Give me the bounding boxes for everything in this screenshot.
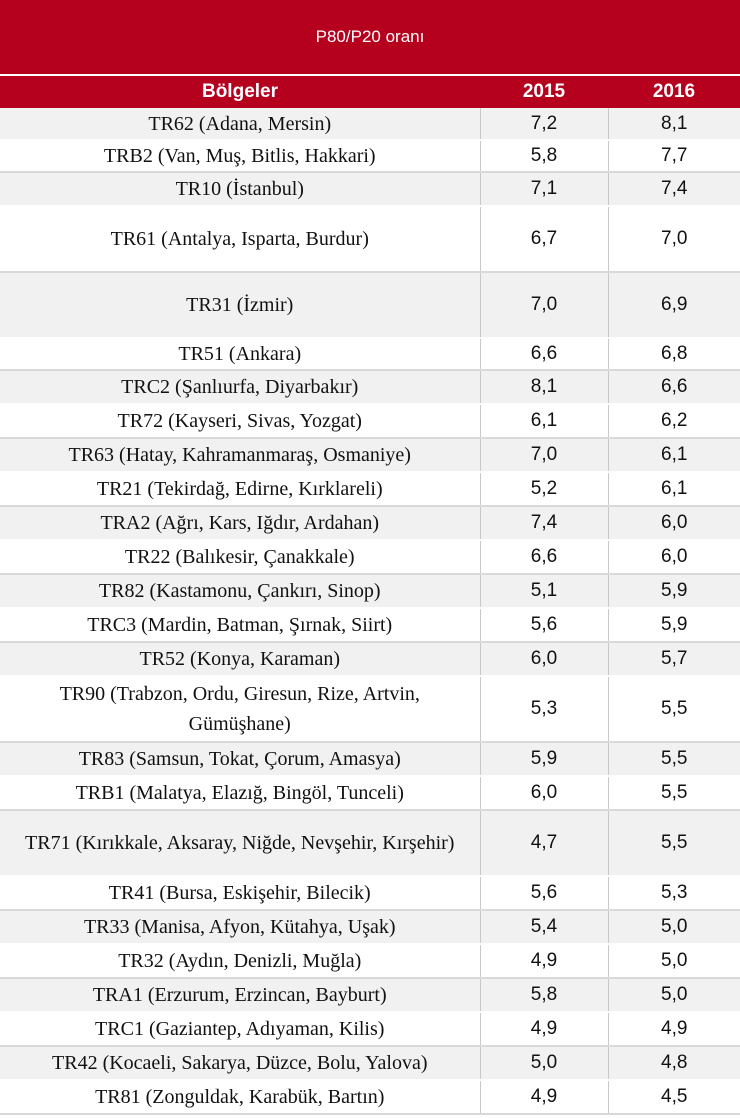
value-2016-cell: 6,2 [608, 404, 740, 438]
table-row [0, 642, 740, 676]
region-cell: TRB2 (Van, Muş, Bitlis, Hakkari) [0, 140, 480, 172]
value-2016-cell: 6,9 [608, 272, 740, 338]
region-cell: TR21 (Tekirdağ, Edirne, Kırklareli) [0, 472, 480, 506]
table-row [0, 206, 740, 272]
region-cell: TR10 (İstanbul) [0, 172, 480, 206]
region-cell: TRB1 (Malatya, Elazığ, Bingöl, Tunceli) [0, 776, 480, 810]
value-2015-cell: 4,9 [480, 1012, 608, 1046]
table-row [0, 944, 740, 978]
value-2016-cell: 6,0 [608, 506, 740, 540]
value-2016-cell: 7,4 [608, 172, 740, 206]
table-row [0, 776, 740, 810]
value-2016-cell: 5,3 [608, 876, 740, 910]
table-row [0, 1080, 740, 1114]
region-cell: TRC2 (Şanlıurfa, Diyarbakır) [0, 370, 480, 404]
region-cell: TR42 (Kocaeli, Sakarya, Düzce, Bolu, Yalova) [0, 1046, 480, 1080]
value-2015-cell: 4,9 [480, 1080, 608, 1114]
value-2016-cell: 5,5 [608, 776, 740, 810]
value-2015-cell: 6,6 [480, 540, 608, 574]
value-2016-cell: 4,8 [608, 1046, 740, 1080]
value-2016-cell: 5,0 [608, 910, 740, 944]
region-cell: TR61 (Antalya, Isparta, Burdur) [0, 206, 480, 272]
table-row [0, 172, 740, 206]
region-cell: TR72 (Kayseri, Sivas, Yozgat) [0, 404, 480, 438]
value-2016-cell: 4,9 [608, 1012, 740, 1046]
region-cell: TR82 (Kastamonu, Çankırı, Sinop) [0, 574, 480, 608]
header-2016: 2016 [608, 75, 740, 108]
value-2016-cell: 6,6 [608, 370, 740, 404]
value-2016-cell: 6,0 [608, 540, 740, 574]
value-2016-cell: 8,1 [608, 108, 740, 140]
region-cell: TR83 (Samsun, Tokat, Çorum, Amasya) [0, 742, 480, 776]
region-cell: TR41 (Bursa, Eskişehir, Bilecik) [0, 876, 480, 910]
region-cell: TR51 (Ankara) [0, 338, 480, 370]
table-row [0, 404, 740, 438]
region-cell: TR63 (Hatay, Kahramanmaraş, Osmaniye) [0, 438, 480, 472]
value-2016-cell: 4,5 [608, 1080, 740, 1114]
value-2015-cell: 5,8 [480, 140, 608, 172]
value-2015-cell: 8,1 [480, 370, 608, 404]
value-2016-cell: 5,5 [608, 810, 740, 876]
region-cell: TR32 (Aydın, Denizli, Muğla) [0, 944, 480, 978]
value-2015-cell: 5,2 [480, 472, 608, 506]
region-cell: TR81 (Zonguldak, Karabük, Bartın) [0, 1080, 480, 1114]
value-2016-cell: 5,9 [608, 608, 740, 642]
value-2016-cell: 7,7 [608, 140, 740, 172]
value-2015-cell: 5,4 [480, 910, 608, 944]
value-2015-cell: 6,0 [480, 776, 608, 810]
value-2016-cell: 5,0 [608, 978, 740, 1012]
table-row [0, 140, 740, 172]
value-2016-cell: 5,9 [608, 574, 740, 608]
table-row [0, 472, 740, 506]
value-2015-cell: 5,6 [480, 608, 608, 642]
table-row [0, 608, 740, 642]
value-2016-cell: 5,0 [608, 944, 740, 978]
value-2015-cell: 5,0 [480, 1046, 608, 1080]
ratio-table [0, 74, 740, 1115]
value-2015-cell: 7,0 [480, 438, 608, 472]
value-2015-cell: 7,0 [480, 272, 608, 338]
value-2015-cell: 6,0 [480, 642, 608, 676]
value-2016-cell: 5,5 [608, 742, 740, 776]
region-cell: TR33 (Manisa, Afyon, Kütahya, Uşak) [0, 910, 480, 944]
region-cell: TR71 (Kırıkkale, Aksaray, Niğde, Nevşehir, Kırşehir) [0, 810, 480, 876]
table-row [0, 370, 740, 404]
value-2015-cell: 5,9 [480, 742, 608, 776]
value-2016-cell: 6,1 [608, 472, 740, 506]
table-row [0, 676, 740, 742]
value-2015-cell: 7,4 [480, 506, 608, 540]
value-2016-cell: 6,8 [608, 338, 740, 370]
value-2015-cell: 7,2 [480, 108, 608, 140]
table-row [0, 978, 740, 1012]
table-body [0, 108, 740, 1114]
region-cell: TR22 (Balıkesir, Çanakkale) [0, 540, 480, 574]
value-2016-cell: 6,1 [608, 438, 740, 472]
table-row [0, 272, 740, 338]
table-row [0, 540, 740, 574]
value-2016-cell: 5,5 [608, 676, 740, 742]
region-cell: TRA2 (Ağrı, Kars, Iğdır, Ardahan) [0, 506, 480, 540]
table-row [0, 742, 740, 776]
region-cell: TRA1 (Erzurum, Erzincan, Bayburt) [0, 978, 480, 1012]
value-2015-cell: 5,1 [480, 574, 608, 608]
table-row [0, 108, 740, 140]
table-row [0, 506, 740, 540]
table-row [0, 1012, 740, 1046]
region-cell: TR62 (Adana, Mersin) [0, 108, 480, 140]
table-row [0, 876, 740, 910]
value-2015-cell: 7,1 [480, 172, 608, 206]
value-2015-cell: 6,7 [480, 206, 608, 272]
table-row [0, 810, 740, 876]
value-2015-cell: 6,1 [480, 404, 608, 438]
value-2015-cell: 6,6 [480, 338, 608, 370]
table-title: P80/P20 oranı [0, 0, 740, 74]
table-row [0, 1046, 740, 1080]
table-row [0, 438, 740, 472]
header-regions: Bölgeler [0, 75, 480, 108]
value-2016-cell: 5,7 [608, 642, 740, 676]
header-2015: 2015 [480, 75, 608, 108]
region-cell: TRC3 (Mardin, Batman, Şırnak, Siirt) [0, 608, 480, 642]
value-2015-cell: 5,6 [480, 876, 608, 910]
region-cell: TR90 (Trabzon, Ordu, Giresun, Rize, Artvin, Gümüşhane) [0, 676, 480, 742]
table-row [0, 574, 740, 608]
region-cell: TR52 (Konya, Karaman) [0, 642, 480, 676]
header-row [0, 75, 740, 108]
value-2015-cell: 4,9 [480, 944, 608, 978]
value-2015-cell: 5,3 [480, 676, 608, 742]
value-2016-cell: 7,0 [608, 206, 740, 272]
table-row [0, 910, 740, 944]
table-row [0, 338, 740, 370]
region-cell: TR31 (İzmir) [0, 272, 480, 338]
value-2015-cell: 4,7 [480, 810, 608, 876]
value-2015-cell: 5,8 [480, 978, 608, 1012]
region-cell: TRC1 (Gaziantep, Adıyaman, Kilis) [0, 1012, 480, 1046]
